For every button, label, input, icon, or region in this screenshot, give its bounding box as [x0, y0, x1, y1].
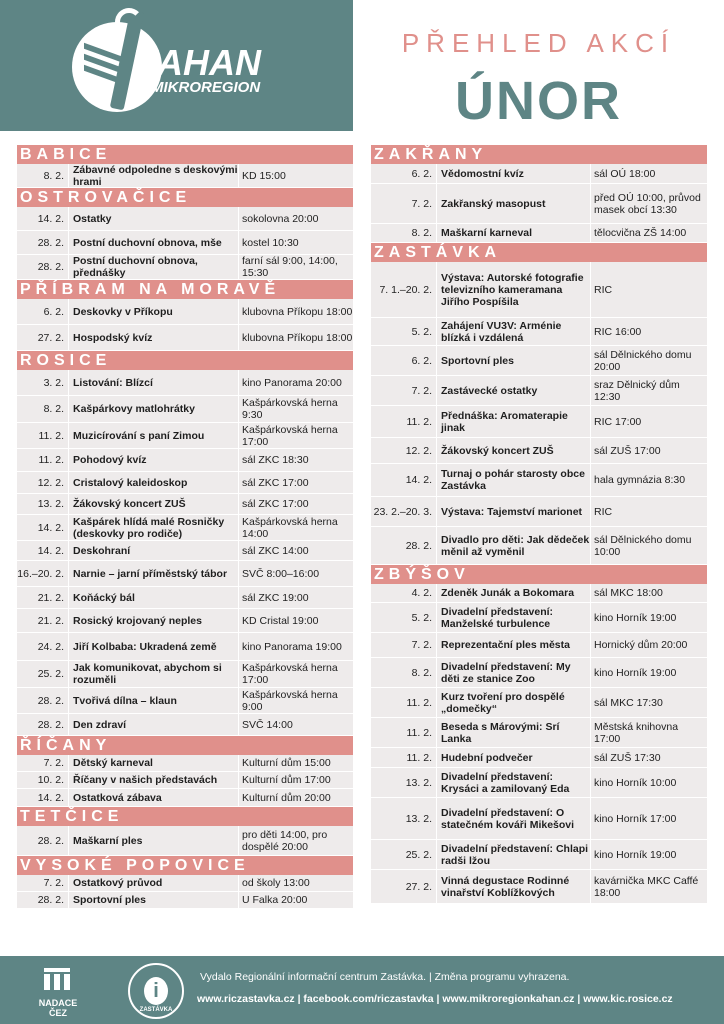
event-name: Maškarní ples: [69, 826, 239, 855]
event-place: Kulturní dům 17:00: [242, 774, 331, 786]
event-place: SVČ 8:00–16:00: [242, 567, 320, 580]
event-date: 6. 2.: [371, 346, 437, 375]
logo-hook-icon: [115, 8, 143, 36]
footer: [0, 956, 724, 1024]
event-row: [371, 798, 707, 840]
event-place: KD Cristal 19:00: [242, 614, 319, 627]
event-date: 14. 2.: [17, 207, 69, 230]
event-name: Přednáška: Aromaterapie jinak: [437, 406, 591, 437]
event-date: 27. 2.: [17, 325, 69, 350]
event-row: [371, 497, 707, 527]
event-name: Deskohraní: [69, 541, 239, 560]
event-name: Dětský karneval: [69, 755, 239, 771]
event-date: 7. 2.: [371, 633, 437, 657]
event-name: Zakřanský masopust: [437, 184, 591, 223]
event-row: [17, 609, 353, 633]
event-row: [371, 318, 707, 346]
event-row: [17, 755, 353, 772]
event-name: Divadelní představení: Krysáci a zamilovaný Eda: [437, 768, 591, 797]
event-place: sál ZKC 17:00: [242, 476, 309, 489]
event-name: Kašpárkovy matlohrátky: [69, 396, 239, 422]
event-name: Zastávecké ostatky: [437, 376, 591, 405]
event-row: [17, 875, 353, 892]
event-name: Zahájení VU3V: Arménie blízká i vzdálená: [437, 318, 591, 345]
event-place: RIC 16:00: [594, 325, 642, 338]
event-place: sál OÚ 18:00: [594, 167, 656, 180]
event-date: 11. 2.: [17, 423, 69, 448]
event-date: 23. 2.–20. 3.: [371, 497, 437, 526]
event-name: Kurz tvoření pro dospělé „domečky“: [437, 688, 591, 717]
event-place: farní sál 9:00, 14:00, 15:30: [242, 255, 338, 279]
event-name: Den zdraví: [69, 714, 239, 735]
event-date: 5. 2.: [371, 318, 437, 345]
event-date: 7. 2.: [17, 875, 69, 891]
event-date: 14. 2.: [17, 515, 69, 540]
event-place: sál ZKC 19:00: [242, 591, 309, 604]
event-row: [371, 603, 707, 633]
event-name: Sportovní ples: [69, 892, 239, 908]
event-row: [17, 472, 353, 494]
event-date: 7. 2.: [371, 376, 437, 405]
event-row: [17, 561, 353, 587]
event-name: Divadelní představení: Chlapi radši lžou: [437, 840, 591, 869]
event-place: Městská knihovna 17:00: [594, 720, 679, 745]
event-name: Listování: Blízcí: [69, 370, 239, 395]
event-date: 28. 2.: [17, 892, 69, 908]
event-row: [17, 423, 353, 449]
section-header: ZBÝŠOV: [371, 565, 707, 584]
event-row: [371, 768, 707, 798]
event-name: Beseda s Márovými: Srí Lanka: [437, 718, 591, 747]
event-place: kino Horník 19:00: [594, 848, 677, 861]
event-row: [371, 688, 707, 718]
event-row: [17, 633, 353, 661]
event-row: [17, 207, 353, 231]
event-row: [17, 449, 353, 472]
event-place: před OÚ 10:00, průvod masek obcí 13:30: [594, 191, 701, 216]
event-row: [371, 840, 707, 870]
event-date: 11. 2.: [17, 449, 69, 471]
event-name: Deskovky v Příkopu: [69, 299, 239, 324]
section-header: TETČICE: [17, 807, 353, 826]
event-date: 25. 2.: [17, 661, 69, 687]
event-place: Kašpárkovská herna 9:00: [242, 688, 338, 713]
event-date: 21. 2.: [17, 587, 69, 608]
event-place: sraz Dělnický dům 12:30: [594, 378, 680, 403]
event-place: kostel 10:30: [242, 236, 299, 249]
event-place: RIC: [594, 283, 613, 296]
event-name: Ostatková zábava: [69, 789, 239, 806]
event-place: kino Horník 19:00: [594, 611, 677, 624]
event-date: 3. 2.: [17, 370, 69, 395]
event-name: Divadelní představení: O statečném kováři Mikešovi: [437, 798, 591, 839]
event-name: Vědomostní kvíz: [437, 164, 591, 183]
event-place: RIC 17:00: [594, 415, 642, 428]
event-place: sál ZKC 18:30: [242, 454, 309, 466]
event-row: [371, 718, 707, 748]
event-name: Kašpárek hlídá malé Rosničky (deskovky pro rodiče): [69, 515, 239, 540]
event-date: 8. 2.: [17, 164, 69, 187]
event-place: sál ZKC 17:00: [242, 498, 309, 510]
event-row: [371, 406, 707, 438]
event-name: Žákovský koncert ZUŠ: [69, 494, 239, 514]
event-date: 7. 2.: [371, 184, 437, 223]
event-name: Žákovský koncert ZUŠ: [437, 438, 591, 463]
event-place: Kašpárkovská herna 17:00: [242, 423, 338, 448]
event-row: [17, 789, 353, 807]
logo-banner: [0, 0, 353, 131]
event-place: sál MKC 17:30: [594, 696, 663, 709]
event-place: kino Panorama 19:00: [242, 640, 342, 653]
event-place: pro děti 14:00, pro dospělé 20:00: [242, 828, 328, 853]
event-name: Koňácký bál: [69, 587, 239, 608]
event-name: Turnaj o pohár starosty obce Zastávka: [437, 464, 591, 496]
event-place: Kulturní dům 20:00: [242, 791, 331, 804]
event-name: Jiří Kolbaba: Ukradená země: [69, 633, 239, 660]
cez-label: NADACE ČEZ: [38, 998, 78, 1018]
event-name: Narnie – jarní příměstský tábor: [69, 561, 239, 586]
event-date: 28. 2.: [17, 255, 69, 279]
ric-label: ZASTÁVKA: [139, 1007, 173, 1013]
event-name: Divadelní představení: My děti ze stanice Zoo: [437, 658, 591, 687]
event-date: 7. 2.: [17, 755, 69, 771]
event-name: Postní duchovní obnova, přednášky: [69, 255, 239, 279]
event-place: kavárnička MKC Caffé 18:00: [594, 874, 699, 899]
event-row: [17, 661, 353, 688]
event-date: 13. 2.: [17, 494, 69, 514]
event-place: sokolovna 20:00: [242, 212, 319, 225]
event-place: kino Horník 17:00: [594, 812, 677, 825]
event-date: 10. 2.: [17, 772, 69, 788]
event-date: 14. 2.: [17, 541, 69, 560]
event-place: Kašpárkovská herna 17:00: [242, 662, 338, 686]
event-row: [371, 870, 707, 904]
event-name: Divadelní představení: Manželské turbulence: [437, 603, 591, 632]
event-date: 28. 2.: [371, 527, 437, 564]
event-date: 11. 2.: [371, 688, 437, 717]
event-row: [17, 772, 353, 789]
section-header: PŘÍBRAM NA MORAVĚ: [17, 280, 353, 299]
event-row: [17, 255, 353, 280]
event-name: Vinná degustace Rodinné vinařství Koblížkových: [437, 870, 591, 903]
logo-name: KAHAN: [131, 42, 261, 83]
event-place: Kašpárkovská herna 14:00: [242, 515, 338, 540]
event-date: 12. 2.: [17, 472, 69, 493]
event-row: [17, 714, 353, 736]
event-name: Reprezentační ples města: [437, 633, 591, 657]
event-name: Ostatky: [69, 207, 239, 230]
event-row: [371, 184, 707, 224]
event-date: 11. 2.: [371, 406, 437, 437]
event-row: [17, 396, 353, 423]
event-name: Hospodský kvíz: [69, 325, 239, 350]
event-date: 5. 2.: [371, 603, 437, 632]
event-date: 7. 1.–20. 2.: [371, 262, 437, 317]
event-name: Rosický krojovaný neples: [69, 609, 239, 632]
event-place: sál ZKC 14:00: [242, 544, 309, 557]
event-place: Hornický dům 20:00: [594, 639, 688, 651]
event-row: [17, 299, 353, 325]
event-date: 14. 2.: [17, 789, 69, 806]
event-date: 16.–20. 2.: [17, 561, 69, 586]
event-date: 4. 2.: [371, 584, 437, 602]
event-date: 8. 2.: [371, 658, 437, 687]
event-row: [371, 658, 707, 688]
event-date: 13. 2.: [371, 798, 437, 839]
event-name: Maškarní karneval: [437, 224, 591, 242]
section-header: BABICE: [17, 145, 353, 164]
event-date: 8. 2.: [17, 396, 69, 422]
event-row: [17, 231, 353, 255]
event-place: klubovna Příkopu 18:00: [242, 331, 353, 344]
event-place: tělocvična ZŠ 14:00: [594, 227, 687, 239]
event-row: [17, 826, 353, 856]
event-row: [371, 464, 707, 497]
event-date: 8. 2.: [371, 224, 437, 242]
left-column: [17, 145, 353, 909]
event-place: sál ZUŠ 17:30: [594, 751, 661, 764]
event-place: sál Dělnického domu 10:00: [594, 533, 692, 558]
event-name: Říčany v našich představách: [69, 772, 239, 788]
event-row: [17, 370, 353, 396]
event-row: [17, 494, 353, 515]
nadace-cez-logo: [30, 966, 86, 1016]
event-name: Výstava: Tajemství marionet: [437, 497, 591, 526]
event-name: Hudební podvečer: [437, 748, 591, 767]
event-name: Sportovní ples: [437, 346, 591, 375]
event-name: Tvořivá dílna – klaun: [69, 688, 239, 713]
info-icon: i: [144, 977, 168, 1005]
event-row: [17, 515, 353, 541]
event-place: klubovna Příkopu 18:00: [242, 305, 353, 318]
event-date: 6. 2.: [17, 299, 69, 324]
event-row: [371, 584, 707, 603]
event-place: Kulturní dům 15:00: [242, 757, 331, 769]
event-row: [371, 633, 707, 658]
event-row: [17, 541, 353, 561]
event-place: sál Dělnického domu 20:00: [594, 348, 692, 373]
event-place: kino Horník 19:00: [594, 666, 677, 679]
event-row: [371, 224, 707, 243]
ric-logo: [128, 963, 184, 1019]
event-row: [371, 262, 707, 318]
event-row: [17, 325, 353, 351]
event-row: [371, 527, 707, 565]
right-column: [371, 145, 707, 904]
event-name: Muzicírování s paní Zimou: [69, 423, 239, 448]
event-date: 28. 2.: [17, 688, 69, 713]
event-row: [371, 164, 707, 184]
event-date: 28. 2.: [17, 826, 69, 855]
cez-icon: [44, 968, 70, 990]
event-name: Ostatkový průvod: [69, 875, 239, 891]
event-name: Zdeněk Junák a Bokomara: [437, 584, 591, 602]
event-place: sál ZUŠ 17:00: [594, 444, 661, 457]
section-header: OSTROVAČICE: [17, 188, 353, 207]
footer-publisher-text: Vydalo Regionální informační centrum Zastávka. | Změna programu vyhrazena.: [200, 971, 570, 983]
event-date: 21. 2.: [17, 609, 69, 632]
event-name: Pohodový kvíz: [69, 449, 239, 471]
event-date: 24. 2.: [17, 633, 69, 660]
footer-links[interactable]: www.riczastavka.cz | facebook.com/riczastavka | www.mikroregionkahan.cz | www.kic.rosice.cz: [197, 993, 673, 1005]
event-name: Postní duchovní obnova, mše: [69, 231, 239, 254]
event-place: SVČ 14:00: [242, 718, 293, 731]
event-name: Jak komunikovat, abychom si rozuměli: [69, 661, 239, 687]
event-row: [371, 376, 707, 406]
event-date: 25. 2.: [371, 840, 437, 869]
event-place: U Falka 20:00: [242, 894, 308, 906]
event-row: [17, 587, 353, 609]
event-row: [371, 438, 707, 464]
event-place: KD 15:00: [242, 169, 286, 182]
event-place: hala gymnázia 8:30: [594, 474, 686, 486]
event-date: 14. 2.: [371, 464, 437, 496]
event-row: [371, 346, 707, 376]
event-place: sál MKC 18:00: [594, 587, 663, 599]
event-date: 6. 2.: [371, 164, 437, 183]
event-date: 28. 2.: [17, 231, 69, 254]
event-place: Kašpárkovská herna 9:30: [242, 397, 338, 421]
event-place: kino Horník 10:00: [594, 776, 677, 789]
section-header: VYSOKÉ POPOVICE: [17, 856, 353, 875]
section-header: ROSICE: [17, 351, 353, 370]
event-date: 13. 2.: [371, 768, 437, 797]
event-name: Cristalový kaleidoskop: [69, 472, 239, 493]
event-name: Zábavné odpoledne s deskovými hrami: [69, 164, 239, 187]
event-name: Divadlo pro děti: Jak dědeček měnil až vyměnil: [437, 527, 591, 564]
section-header: ŘÍČANY: [17, 736, 353, 755]
event-row: [17, 892, 353, 909]
page-title: PŘEHLED AKCÍ: [401, 28, 676, 58]
event-date: 11. 2.: [371, 748, 437, 767]
event-row: [371, 748, 707, 768]
event-name: Výstava: Autorské fotografie televizního kameramana Jiřího Pospíšila: [437, 262, 591, 317]
event-place: kino Panorama 20:00: [242, 376, 342, 389]
event-row: [17, 164, 353, 188]
event-place: od školy 13:00: [242, 877, 310, 889]
event-place: RIC: [594, 505, 613, 518]
page-month: ÚNOR: [455, 71, 622, 131]
section-header: ZASTÁVKA: [371, 243, 707, 262]
event-row: [17, 688, 353, 714]
logo-subtitle: MIKROREGION: [151, 79, 261, 96]
event-date: 27. 2.: [371, 870, 437, 903]
event-date: 11. 2.: [371, 718, 437, 747]
event-date: 12. 2.: [371, 438, 437, 463]
section-header: ZAKŘANY: [371, 145, 707, 164]
event-date: 28. 2.: [17, 714, 69, 735]
